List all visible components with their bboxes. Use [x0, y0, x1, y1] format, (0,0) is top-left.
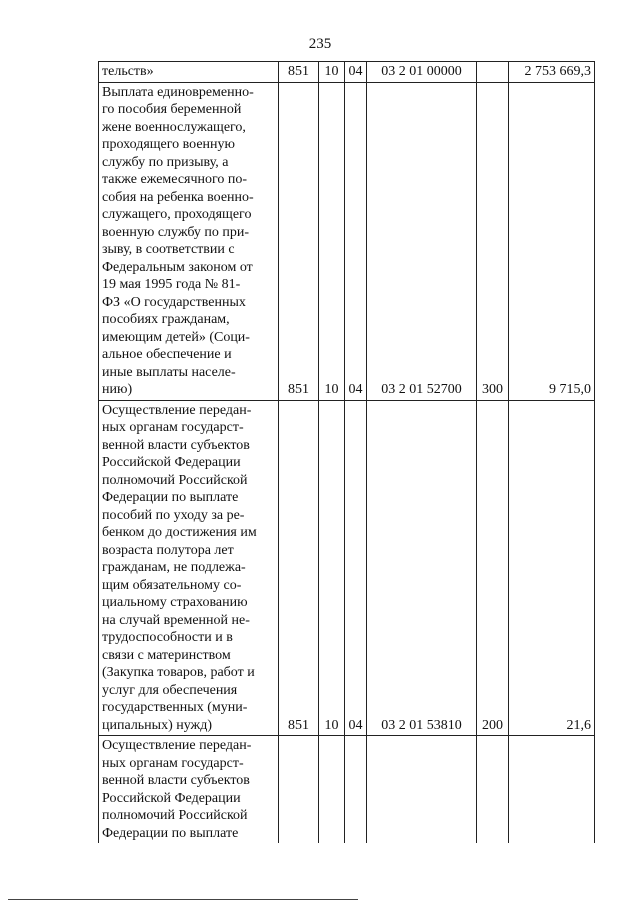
row-expense-type: 200: [477, 400, 509, 736]
row-amount: [509, 736, 595, 844]
page-number: 235: [308, 36, 332, 52]
row-admin-code: 851: [279, 62, 319, 83]
row-amount: 21,6: [509, 400, 595, 736]
row-admin-code: 851: [279, 82, 319, 400]
table-row: [99, 82, 595, 400]
row-subsection-code: [345, 736, 367, 844]
row-admin-code: [279, 736, 319, 844]
footer-divider: [8, 899, 358, 900]
row-description: Осуществление передан- ных органам государст- венной власти субъектов Российской Федерации полномочий Российской Федерации по выплате: [99, 736, 279, 844]
row-amount: 9 715,0: [509, 82, 595, 400]
row-admin-code: 851: [279, 400, 319, 736]
row-description: Выплата единовременно- го пособия беременной жене военнослужащего, проходящего военную службу по призыву, а также ежемесячного по- собия на ребенка военно- служащего, проходящего военную службу по при- зыву, в соответствии с Федеральным законом от 19 мая 1995 года № 81- ФЗ «О государственных пособиях гражданам, имеющим детей» (Соци- альное обеспечение и иные выплаты населе- нию): [99, 82, 279, 400]
row-section-code: 10: [319, 400, 345, 736]
row-amount: 2 753 669,3: [509, 62, 595, 83]
row-section-code: 10: [319, 82, 345, 400]
row-description: тельств»: [99, 62, 279, 83]
table-row: [99, 736, 595, 844]
row-expense-type: [477, 62, 509, 83]
table-row: [99, 400, 595, 736]
row-target-code: 03 2 01 52700: [367, 82, 477, 400]
row-description: Осуществление передан- ных органам государст- венной власти субъектов Российской Федерации полномочий Российской Федерации по выплате пособий по уходу за ре- бенком до достижения им возраста полутора лет гражданам, не подлежа- щим обязательному со- циальному страхованию на случай временной не- трудоспособности и в связи с материнством (Закупка товаров, работ и услуг для обеспечения государственных (муни- ципальных) нужд): [99, 400, 279, 736]
row-expense-type: [477, 736, 509, 844]
row-subsection-code: 04: [345, 400, 367, 736]
row-target-code: 03 2 01 53810: [367, 400, 477, 736]
row-target-code: 03 2 01 00000: [367, 62, 477, 83]
row-section-code: 10: [319, 62, 345, 83]
row-subsection-code: 04: [345, 62, 367, 83]
row-section-code: [319, 736, 345, 844]
table-row: [99, 62, 595, 83]
row-target-code: [367, 736, 477, 844]
budget-table: [98, 61, 595, 843]
row-subsection-code: 04: [345, 82, 367, 400]
row-expense-type: 300: [477, 82, 509, 400]
